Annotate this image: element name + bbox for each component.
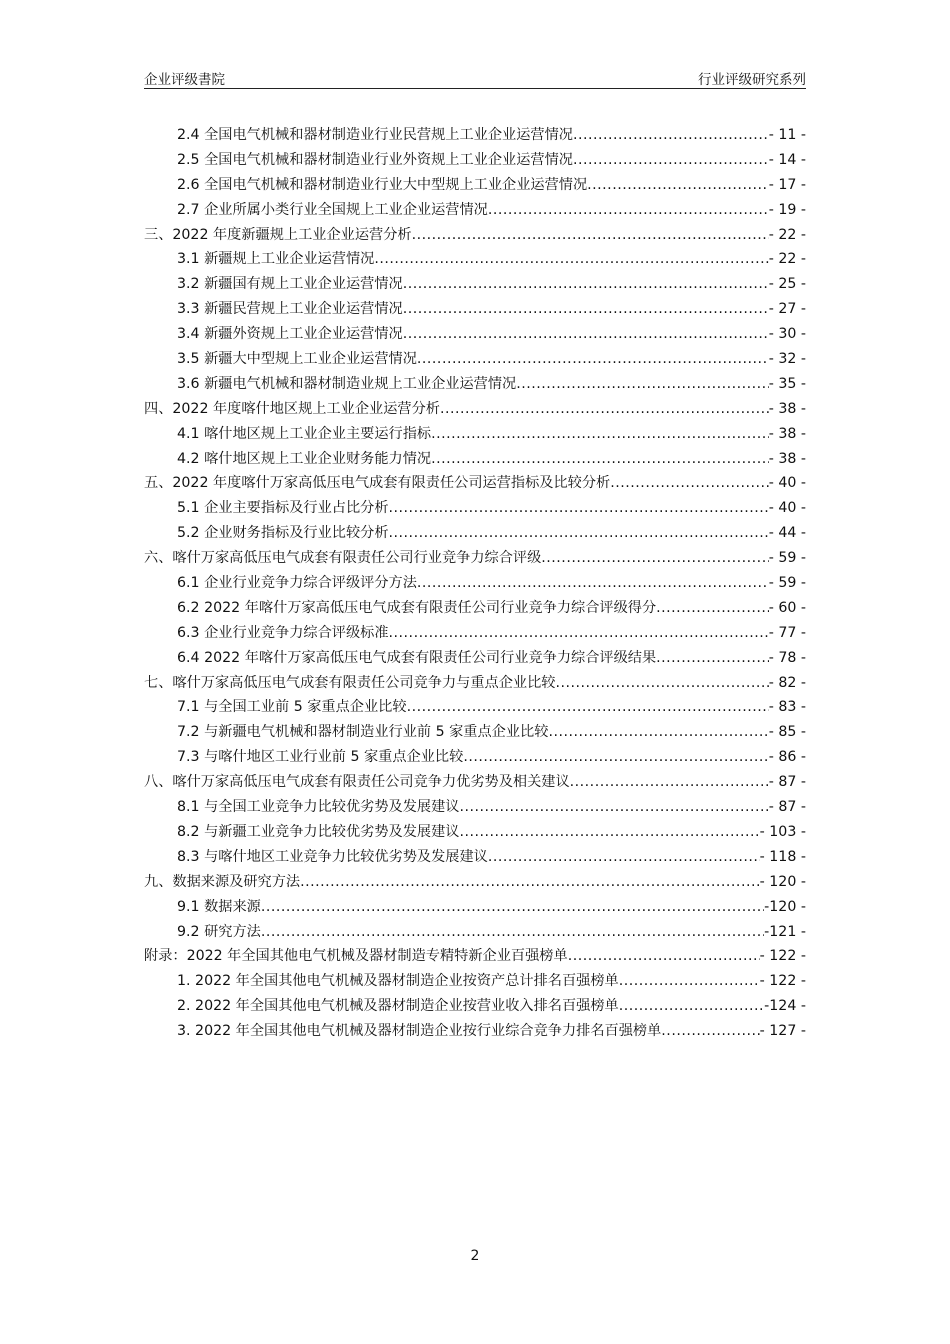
header-publisher: 企业评级書院 (144, 72, 225, 88)
toc-entry[interactable] (144, 323, 806, 348)
toc-entry[interactable] (144, 1020, 806, 1045)
toc-dot-leader (459, 799, 768, 815)
toc-entry-title: 3.5 新疆大中型规上工业企业运营情况 (177, 351, 417, 368)
toc-entry-title: 6.1 企业行业竞争力综合评级评分方法 (177, 575, 417, 592)
toc-dot-leader (488, 849, 760, 865)
toc-dot-leader (661, 1023, 759, 1039)
toc-entry-page: -120 - (764, 898, 806, 915)
toc-dot-leader (573, 127, 769, 143)
toc-dot-leader (389, 525, 769, 541)
toc-entry[interactable] (144, 721, 806, 746)
toc-entry-title: 7.2 与新疆电气机械和器材制造业行业前 5 家重点企业比较 (177, 724, 549, 741)
toc-entry-title: 6.2 2022 年喀什万家高低压电气成套有限责任公司行业竞争力综合评级得分 (177, 599, 657, 616)
toc-entry-page: - 78 - (768, 649, 806, 666)
toc-entry-page: - 120 - (759, 873, 806, 890)
toc-entry-page: - 38 - (768, 450, 806, 467)
toc-entry-title: 四、2022 年度喀什地区规上工业企业运营分析 (144, 400, 440, 417)
toc-dot-leader (374, 251, 768, 267)
toc-entry-page: - 127 - (759, 1023, 806, 1040)
toc-entry[interactable] (144, 298, 806, 323)
toc-entry[interactable] (144, 398, 806, 423)
toc-entry[interactable] (144, 821, 806, 846)
toc-dot-leader (300, 874, 760, 890)
toc-dot-leader (573, 152, 769, 168)
toc-dot-leader (407, 699, 769, 715)
toc-entry-title: 7.1 与全国工业前 5 家重点企业比较 (177, 699, 407, 716)
toc-entry-page: - 86 - (768, 749, 806, 766)
toc-entry-title: 5.1 企业主要指标及行业占比分析 (177, 500, 389, 517)
toc-entry-page: - 77 - (768, 624, 806, 641)
toc-entry[interactable] (144, 672, 806, 697)
toc-entry-page: - 17 - (768, 176, 806, 193)
toc-entry-page: - 122 - (759, 948, 806, 965)
toc-entry[interactable] (144, 199, 806, 224)
toc-dot-leader (389, 500, 769, 516)
toc-entry-page: - 19 - (768, 201, 806, 218)
toc-entry-title: 8.3 与喀什地区工业竞争力比较优劣势及发展建议 (177, 848, 488, 865)
toc-dot-leader (488, 202, 769, 218)
toc-entry-page: - 25 - (768, 276, 806, 293)
toc-entry[interactable] (144, 970, 806, 995)
toc-entry[interactable] (144, 348, 806, 373)
toc-dot-leader (548, 724, 768, 740)
toc-dot-leader (403, 326, 769, 342)
toc-entry[interactable] (144, 248, 806, 273)
toc-entry[interactable] (144, 472, 806, 497)
toc-entry-title: 2. 2022 年全国其他电气机械及器材制造企业按营业收入排名百强榜单 (177, 998, 619, 1015)
toc-entry-page: -124 - (764, 998, 806, 1015)
toc-entry[interactable] (144, 597, 806, 622)
toc-dot-leader (431, 426, 769, 442)
toc-entry-page: - 32 - (768, 351, 806, 368)
toc-entry[interactable] (144, 746, 806, 771)
toc-entry-page: - 87 - (768, 774, 806, 791)
toc-entry[interactable] (144, 945, 806, 970)
toc-dot-leader (610, 475, 768, 491)
toc-dot-leader (568, 948, 760, 964)
toc-dot-leader (403, 301, 769, 317)
toc-entry-title: 3. 2022 年全国其他电气机械及器材制造企业按行业综合竞争力排名百强榜单 (177, 1023, 662, 1040)
toc-dot-leader (570, 774, 769, 790)
toc-dot-leader (431, 451, 769, 467)
toc-dot-leader (619, 973, 760, 989)
toc-entry-page: - 35 - (768, 375, 806, 392)
toc-entry-title: 7.3 与喀什地区工业行业前 5 家重点企业比较 (177, 749, 464, 766)
toc-dot-leader (541, 550, 768, 566)
toc-entry-title: 附录：2022 年全国其他电气机械及器材制造专精特新企业百强榜单 (144, 948, 568, 965)
toc-entry[interactable] (144, 149, 806, 174)
toc-dot-leader (656, 600, 769, 616)
toc-entry[interactable] (144, 522, 806, 547)
toc-dot-leader (587, 177, 769, 193)
toc-entry-title: 3.3 新疆民营规上工业企业运营情况 (177, 301, 403, 318)
toc-entry-title: 九、数据来源及研究方法 (144, 873, 301, 890)
toc-entry-page: - 38 - (768, 400, 806, 417)
toc-entry-page: - 40 - (768, 500, 806, 517)
toc-entry[interactable] (144, 921, 806, 946)
toc-entry[interactable] (144, 696, 806, 721)
toc-entry-page: - 22 - (768, 226, 806, 243)
toc-entry[interactable] (144, 572, 806, 597)
toc-entry-page: - 30 - (768, 326, 806, 343)
toc-dot-leader (463, 749, 768, 765)
toc-dot-leader (389, 625, 769, 641)
toc-entry-title: 2.5 全国电气机械和器材制造业行业外资规上工业企业运营情况 (177, 151, 573, 168)
toc-entry-page: - 59 - (768, 550, 806, 567)
toc-entry-title: 3.6 新疆电气机械和器材制造业规上工业企业运营情况 (177, 375, 517, 392)
toc-entry-title: 9.2 研究方法 (177, 923, 261, 940)
toc-entry-page: - 82 - (768, 674, 806, 691)
toc-entry[interactable] (144, 995, 806, 1020)
toc-entry-page: - 60 - (768, 599, 806, 616)
toc-dot-leader (459, 824, 759, 840)
toc-dot-leader (261, 924, 764, 940)
toc-entry[interactable] (144, 771, 806, 796)
toc-entry-title: 6.3 企业行业竞争力综合评级标准 (177, 624, 389, 641)
toc-entry-page: -121 - (764, 923, 806, 940)
toc-entry-title: 2.7 企业所属小类行业全国规上工业企业运营情况 (177, 201, 488, 218)
toc-dot-leader (619, 998, 764, 1014)
toc-entry-page: - 85 - (768, 724, 806, 741)
toc-dot-leader (261, 899, 764, 915)
toc-entry-page: - 14 - (768, 151, 806, 168)
toc-entry[interactable] (144, 871, 806, 896)
toc-entry-title: 3.4 新疆外资规上工业企业运营情况 (177, 326, 403, 343)
toc-entry[interactable] (144, 796, 806, 821)
toc-entry-page: - 59 - (768, 575, 806, 592)
toc-entry[interactable] (144, 124, 806, 149)
page-header (144, 66, 806, 89)
toc-entry[interactable] (144, 174, 806, 199)
header-series: 行业评级研究系列 (698, 72, 806, 88)
toc-dot-leader (417, 351, 769, 367)
toc-entry[interactable] (144, 273, 806, 298)
toc-entry-title: 八、喀什万家高低压电气成套有限责任公司竞争力优劣势及相关建议 (144, 774, 570, 791)
toc-entry-title: 4.2 喀什地区规上工业企业财务能力情况 (177, 450, 432, 467)
toc-entry[interactable] (144, 373, 806, 398)
toc-entry[interactable] (144, 846, 806, 871)
toc-entry[interactable] (144, 896, 806, 921)
toc-entry-page: - 118 - (759, 848, 806, 865)
toc-entry-page: - 44 - (768, 525, 806, 542)
toc-entry-title: 8.2 与新疆工业竞争力比较优劣势及发展建议 (177, 823, 460, 840)
toc-dot-leader (412, 227, 769, 243)
toc-entry-page: - 87 - (768, 799, 806, 816)
toc-entry-title: 5.2 企业财务指标及行业比较分析 (177, 525, 389, 542)
toc-dot-leader (440, 401, 769, 417)
toc-dot-leader (403, 276, 769, 292)
toc-entry-title: 4.1 喀什地区规上工业企业主要运行指标 (177, 425, 432, 442)
toc-entry-page: - 22 - (768, 251, 806, 268)
toc-entry-title: 三、2022 年度新疆规上工业企业运营分析 (144, 226, 412, 243)
toc-dot-leader (656, 650, 769, 666)
page-number: 2 (470, 1248, 480, 1264)
toc-entry[interactable] (144, 423, 806, 448)
toc-entry-page: - 11 - (768, 127, 806, 143)
toc-entry[interactable] (144, 622, 806, 647)
toc-entry-title: 3.1 新疆规上工业企业运营情况 (177, 251, 375, 268)
toc-dot-leader (417, 575, 769, 591)
toc-entry-title: 8.1 与全国工业竞争力比较优劣势及发展建议 (177, 799, 460, 816)
toc-entry[interactable] (144, 224, 806, 249)
toc-entry-title: 2.6 全国电气机械和器材制造业行业大中型规上工业企业运营情况 (177, 176, 588, 193)
toc-dot-leader (516, 376, 768, 392)
toc-entry-title: 1. 2022 年全国其他电气机械及器材制造企业按资产总计排名百强榜单 (177, 973, 619, 990)
toc-entry-page: - 38 - (768, 425, 806, 442)
toc-entry-title: 七、喀什万家高低压电气成套有限责任公司竞争力与重点企业比较 (144, 674, 556, 691)
toc-entry-page: - 40 - (768, 475, 806, 492)
toc-entry[interactable] (144, 547, 806, 572)
table-of-contents (144, 124, 806, 1045)
toc-entry-title: 9.1 数据来源 (177, 898, 261, 915)
toc-entry-title: 六、喀什万家高低压电气成套有限责任公司行业竞争力综合评级 (144, 550, 542, 567)
toc-entry-page: - 103 - (759, 823, 806, 840)
toc-entry[interactable] (144, 647, 806, 672)
toc-entry-title: 3.2 新疆国有规上工业企业运营情况 (177, 276, 403, 293)
toc-entry-page: - 122 - (759, 973, 806, 990)
toc-entry[interactable] (144, 448, 806, 473)
toc-entry-title: 6.4 2022 年喀什万家高低压电气成套有限责任公司行业竞争力综合评级结果 (177, 649, 657, 666)
toc-dot-leader (555, 675, 768, 691)
toc-entry-page: - 83 - (768, 699, 806, 716)
toc-entry-title: 2.4 全国电气机械和器材制造业行业民营规上工业企业运营情况 (177, 127, 573, 143)
toc-entry-title: 五、2022 年度喀什万家高低压电气成套有限责任公司运营指标及比较分析 (144, 475, 611, 492)
toc-entry[interactable] (144, 497, 806, 522)
toc-entry-page: - 27 - (768, 301, 806, 318)
